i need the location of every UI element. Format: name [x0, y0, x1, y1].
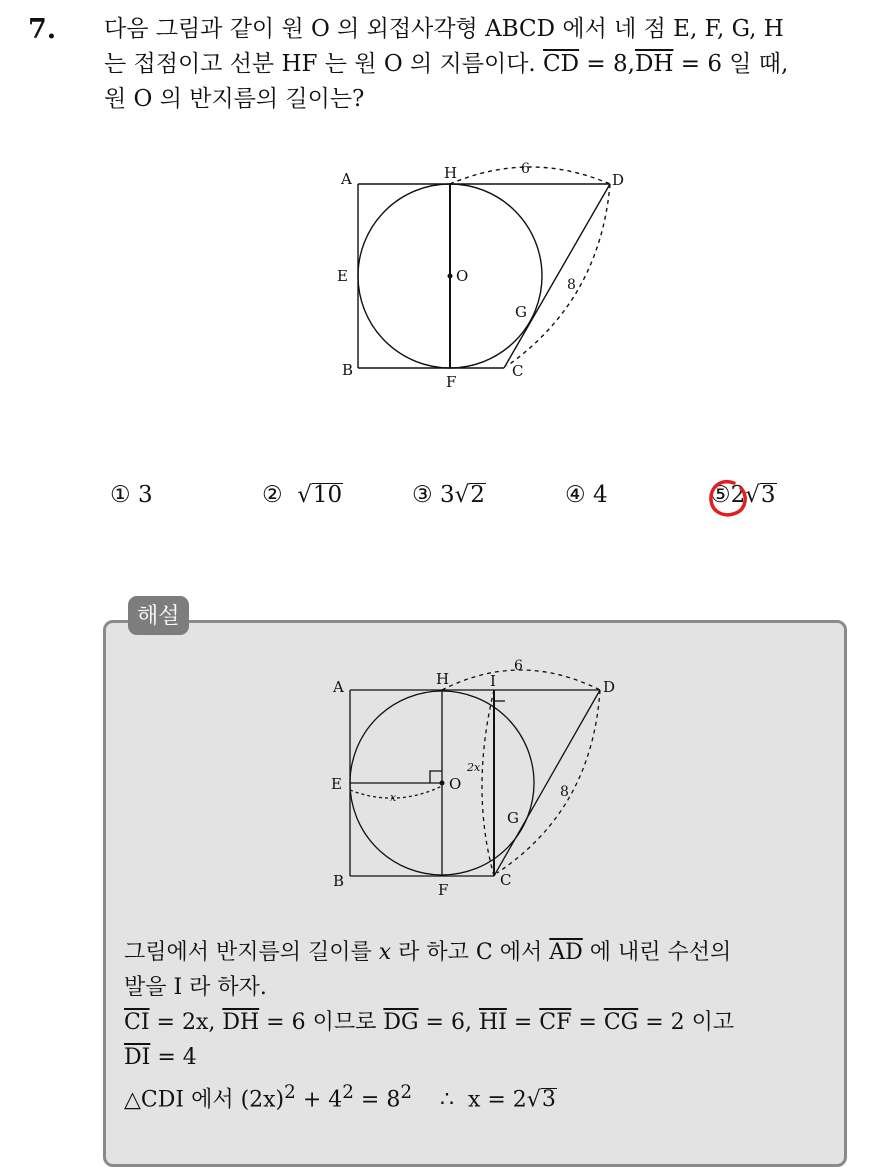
choice-5[interactable]: ⑤2√3 — [710, 482, 776, 508]
label-b: B — [333, 872, 345, 890]
solution-line-5: △CDI 에서 $(2x)^2 + 4^2 = 8^2$ ∴ x = 2√3 — [124, 1082, 556, 1113]
choice-4[interactable]: ④ 4 — [565, 482, 608, 508]
question-text — [104, 12, 864, 117]
label-e: E — [331, 775, 342, 793]
label-a: A — [333, 678, 344, 696]
label-a: A — [341, 170, 352, 188]
label-g: G — [515, 303, 527, 321]
question-number: 7. — [28, 14, 57, 45]
label-six: 6 — [521, 161, 530, 177]
label-c: C — [500, 871, 512, 889]
question-line-1: 다음 그림과 같이 원 O 의 외접사각형 ABCD 에서 네 점 E, F, G, H — [104, 16, 784, 42]
label-e: E — [337, 267, 348, 285]
solution-line-3: $\overline{CI} = 2x$, $\overline{DH} = 6$ 이므로 $\overline{DG} = 6$, $\overline{HI} = \overline{CF} = \overline{CG} = 2$ 이고 — [124, 1010, 735, 1035]
question-figure — [325, 158, 635, 398]
solution-figure — [325, 655, 635, 900]
choice-2[interactable]: ② √10 — [262, 482, 343, 508]
label-f: F — [438, 881, 449, 899]
side-cd — [504, 184, 610, 368]
solution-line-1: 그림에서 반지름의 길이를 x 라 하고 C 에서 $\overline{AD}$ 에 내린 수선의 — [124, 940, 732, 965]
label-f: F — [446, 373, 457, 391]
solution-text — [124, 935, 829, 1117]
choice-1[interactable]: ① 3 — [110, 482, 153, 508]
label-h: H — [444, 164, 458, 182]
label-i: I — [490, 672, 496, 690]
question-line-2: 는 접점이고 선분 HF 는 원 O 의 지름이다. $\overline{CD} = 8,\overline{DH} = 6$ 일 때, — [104, 51, 789, 77]
label-o: O — [449, 775, 462, 793]
answer-circle-mark — [704, 476, 754, 522]
label-x: x — [390, 791, 397, 804]
label-eight: 8 — [567, 277, 576, 293]
solution-label: 해설 — [128, 596, 189, 635]
label-d: D — [603, 678, 616, 696]
solution-line-2: 발을 I 라 하자. — [124, 975, 267, 1000]
segment-dh: $\overline{DH}$ — [634, 51, 674, 77]
choice-3[interactable]: ③ 3√2 — [412, 482, 485, 508]
label-six: 6 — [514, 658, 523, 674]
label-o: O — [456, 267, 469, 285]
center-dot — [448, 274, 453, 279]
solution-line-4: $\overline{DI} = 4$ — [124, 1045, 197, 1070]
question-line-3: 원 O 의 반지름의 길이는? — [104, 86, 365, 112]
arc-six — [450, 167, 610, 184]
label-2x: 2x — [467, 761, 481, 774]
label-g: G — [507, 809, 519, 827]
label-h: H — [436, 670, 450, 688]
label-d: D — [612, 171, 625, 189]
label-eight: 8 — [560, 784, 569, 800]
segment-cd: $\overline{CD}$ — [543, 51, 580, 77]
label-c: C — [512, 362, 524, 380]
label-b: B — [342, 361, 354, 379]
